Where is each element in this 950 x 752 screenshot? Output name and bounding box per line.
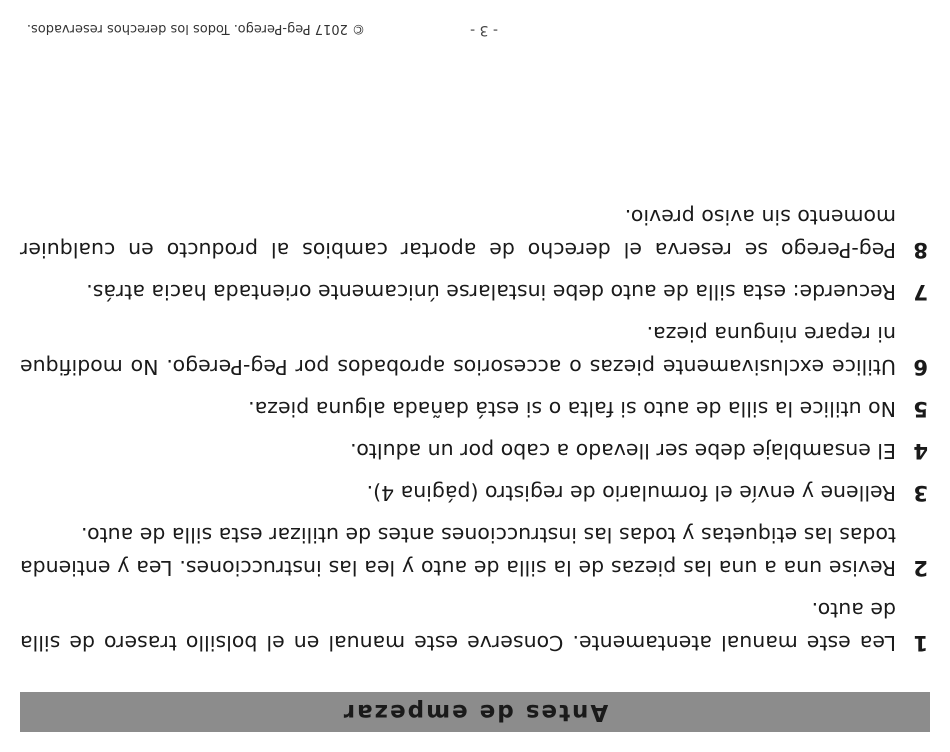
instruction-item bbox=[20, 518, 930, 584]
instruction-item bbox=[20, 200, 930, 266]
instruction-item bbox=[20, 593, 930, 659]
item-number: 2 bbox=[913, 556, 928, 580]
item-text: El ensamblaje debe ser llevado a cabo por un adulto. bbox=[350, 439, 896, 463]
instruction-item bbox=[20, 275, 930, 308]
item-text: Peg-Perego se reserva el derecho de aportar cambios al producto en cualquier momento sin aviso previo. bbox=[20, 205, 896, 262]
item-text: Revise una a una las piezas de la silla de auto y lea las instrucciones. Lea y entienda todas las etiquetas y todas las instrucciones antes de utilizar esta silla de auto. bbox=[20, 523, 896, 580]
copyright-notice: © 2017 Peg-Perego. Todos los derechos reservados. bbox=[26, 21, 365, 36]
item-number: 6 bbox=[913, 355, 928, 379]
item-number: 4 bbox=[913, 439, 928, 463]
item-text: Recuerde: esta silla de auto debe instalarse únicamente orientada hacia atrás. bbox=[86, 280, 896, 304]
instruction-item bbox=[20, 317, 930, 383]
instruction-list bbox=[20, 191, 930, 659]
item-text: Rellene y envíe el formulario de registro (página 4). bbox=[366, 481, 896, 505]
item-number: 3 bbox=[913, 481, 928, 505]
section-header-bar bbox=[20, 692, 930, 732]
item-number: 8 bbox=[913, 238, 928, 262]
instruction-item bbox=[20, 392, 930, 425]
item-number: 5 bbox=[913, 397, 928, 421]
item-text: No utilice la silla de auto si falta o si está dañada alguna pieza. bbox=[248, 397, 896, 421]
section-title: Antes de empezar bbox=[341, 699, 609, 725]
item-number: 1 bbox=[913, 631, 928, 655]
item-text: Lea este manual atentamente. Conserve este manual en el bolsillo trasero de silla de auto. bbox=[20, 598, 896, 655]
instruction-item bbox=[20, 476, 930, 509]
item-text: Utilice exclusivamente piezas o accesorios aprobados por Peg-Perego. No modifique ni repare ninguna pieza. bbox=[20, 322, 896, 379]
item-number: 7 bbox=[913, 280, 928, 304]
page-number: - 3 - bbox=[470, 22, 498, 38]
instruction-item bbox=[20, 434, 930, 467]
